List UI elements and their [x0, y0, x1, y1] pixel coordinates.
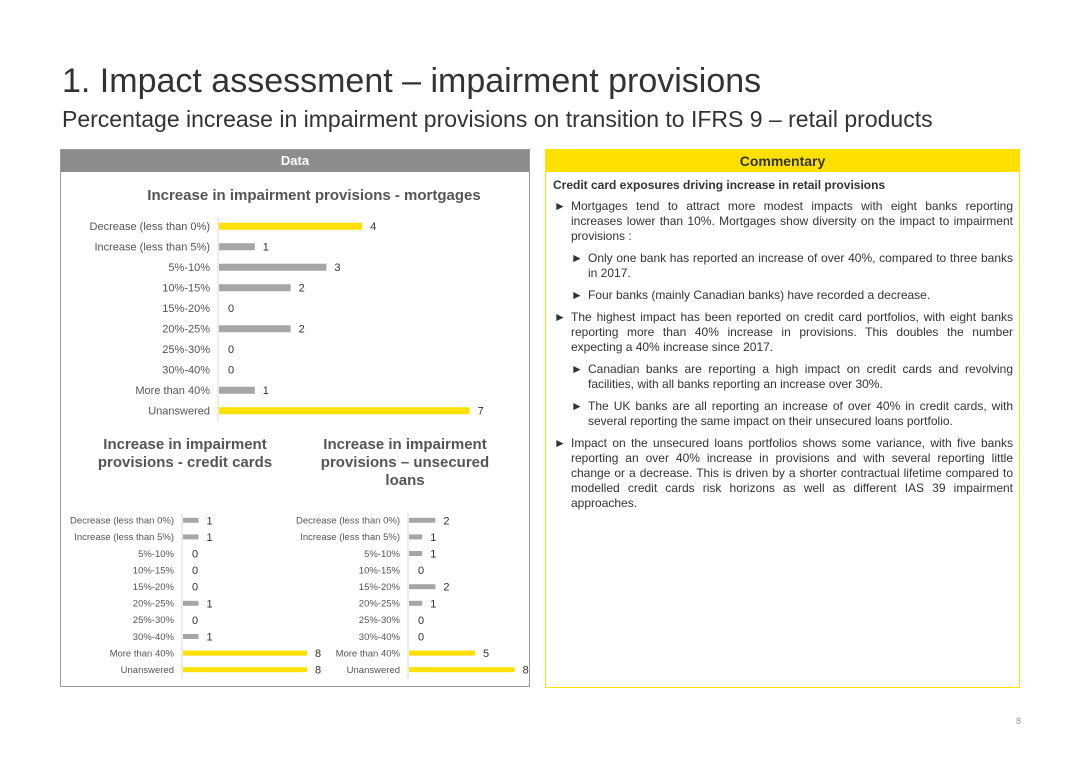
- category-label: Decrease (less than 0%): [89, 221, 210, 234]
- page-title: 1. Impact assessment – impairment provisions: [62, 62, 762, 100]
- bullet-arrow-icon: ►: [554, 436, 566, 450]
- commentary-bullet: [553, 199, 1013, 244]
- category-label: More than 40%: [135, 385, 210, 398]
- category-label: Increase (less than 5%): [74, 532, 174, 544]
- category-label: 30%-40%: [132, 631, 174, 643]
- value-label: 2: [298, 323, 305, 336]
- category-label: 25%-30%: [132, 615, 174, 627]
- bar: [219, 264, 326, 271]
- commentary-bullet: [553, 436, 1013, 511]
- category-label: Unanswered: [120, 665, 174, 677]
- commentary-sub-bullet: [570, 288, 1013, 303]
- bar: [183, 601, 199, 606]
- credit-cards-chart-title: Increase in impairment provisions - credit cards: [97, 436, 273, 471]
- bar: [409, 551, 422, 556]
- bar: [219, 223, 362, 230]
- value-label: 1: [262, 385, 269, 398]
- bullet-arrow-icon: ►: [571, 288, 583, 302]
- value-label: 1: [206, 631, 213, 644]
- value-label: 0: [228, 303, 235, 316]
- value-label: 0: [418, 631, 425, 644]
- value-label: 2: [443, 515, 450, 528]
- value-label: 8: [522, 664, 529, 677]
- value-label: 3: [334, 262, 341, 275]
- value-label: 0: [192, 581, 199, 594]
- bar: [183, 651, 307, 656]
- category-label: More than 40%: [109, 648, 174, 660]
- value-label: 1: [430, 548, 437, 561]
- category-label: Unanswered: [346, 665, 400, 677]
- bullet-arrow-icon: ►: [571, 399, 583, 413]
- mortgages-chart: [90, 217, 484, 422]
- unsecured-loans-chart-title: Increase in impairment provisions – unsecured loans: [320, 436, 490, 489]
- commentary-text: Canadian banks are reporting a high impact on credit cards and revolving facilities, with all banks reporting an increase over 30%.: [588, 362, 1013, 391]
- value-label: 2: [298, 282, 305, 295]
- bar: [219, 325, 291, 332]
- value-label: 2: [443, 581, 450, 594]
- value-label: 7: [477, 405, 484, 418]
- bar: [183, 634, 199, 639]
- category-label: Increase (less than 5%): [300, 532, 400, 544]
- category-label: 30%-40%: [162, 364, 210, 377]
- commentary-text: Only one bank has reported an increase of over 40%, compared to three banks in 2017.: [588, 251, 1013, 280]
- commentary-list: [553, 199, 1013, 511]
- bar: [409, 518, 435, 523]
- bar: [219, 387, 255, 394]
- bar: [183, 667, 307, 672]
- value-label: 5: [483, 648, 490, 661]
- value-label: 0: [192, 565, 199, 578]
- credit-cards-chart: [70, 513, 321, 679]
- commentary-text: The highest impact has been reported on credit card portfolios, with eight banks reporting more than 40% increase in provisions. This doubles the number expecting a 40% increase since 2017.: [571, 310, 1013, 354]
- commentary-text: Four banks (mainly Canadian banks) have recorded a decrease.: [588, 288, 931, 302]
- mortgages-chart-title: Increase in impairment provisions - mortgages: [147, 187, 481, 204]
- bullet-arrow-icon: ►: [571, 251, 583, 265]
- bar: [219, 243, 255, 250]
- commentary-sub-bullet: [570, 362, 1013, 392]
- category-label: 25%-30%: [358, 615, 400, 627]
- category-label: More than 40%: [335, 648, 400, 660]
- bar: [219, 407, 470, 414]
- bullet-arrow-icon: ►: [554, 199, 566, 213]
- category-label: 5%-10%: [364, 548, 400, 560]
- commentary-text: Impact on the unsecured loans portfolios shows some variance, with five banks reporting an over 40% increase in provisions and with several reporting little change or a decrease. This is driven by a shorter contractual lifetime compared to modelled credit cards risk horizons as well as different IAS 39 impairment approaches.: [571, 436, 1013, 510]
- commentary-heading: Credit card exposures driving increase in retail provisions: [553, 178, 886, 192]
- category-label: 15%-20%: [162, 303, 210, 316]
- category-label: Decrease (less than 0%): [69, 515, 174, 527]
- category-label: 15%-20%: [132, 582, 174, 594]
- category-label: 20%-25%: [358, 598, 400, 610]
- bar: [409, 534, 422, 539]
- category-label: 5%-10%: [168, 262, 210, 275]
- value-label: 0: [228, 344, 235, 357]
- commentary-panel-header: Commentary: [546, 150, 1019, 172]
- category-label: 10%-15%: [358, 565, 400, 577]
- bar: [409, 651, 475, 656]
- value-label: 1: [206, 531, 213, 544]
- bar: [409, 667, 515, 672]
- category-label: Decrease (less than 0%): [295, 515, 400, 527]
- category-label: Unanswered: [148, 405, 210, 418]
- bullet-arrow-icon: ►: [554, 310, 566, 324]
- category-label: 30%-40%: [358, 631, 400, 643]
- bullet-arrow-icon: ►: [571, 362, 583, 376]
- value-label: 0: [192, 548, 199, 561]
- category-label: 5%-10%: [138, 548, 174, 560]
- value-label: 1: [430, 531, 437, 544]
- page-subtitle: Percentage increase in impairment provisions on transition to IFRS 9 – retail products: [62, 106, 933, 132]
- category-label: 20%-25%: [132, 598, 174, 610]
- data-panel-header: Data: [61, 150, 529, 172]
- unsecured-loans-chart: [296, 513, 529, 679]
- bar: [183, 534, 199, 539]
- value-label: 1: [206, 598, 213, 611]
- value-label: 0: [418, 614, 425, 627]
- bar: [409, 601, 422, 606]
- bar: [409, 584, 435, 589]
- category-label: Increase (less than 5%): [94, 241, 210, 254]
- value-label: 0: [228, 364, 235, 377]
- value-label: 0: [192, 614, 199, 627]
- category-label: 25%-30%: [162, 344, 210, 357]
- value-label: 1: [262, 241, 269, 254]
- category-label: 10%-15%: [162, 282, 210, 295]
- commentary-text: Mortgages tend to attract more modest impacts with eight banks reporting increases lower than 10%. Mortgages show diversity on the impact to impairment provisions :: [571, 199, 1013, 243]
- value-label: 1: [206, 515, 213, 528]
- value-label: 8: [315, 648, 322, 661]
- page-number: 8: [1015, 716, 1021, 726]
- commentary-sub-bullet: [570, 251, 1013, 281]
- category-label: 15%-20%: [358, 582, 400, 594]
- value-label: 8: [315, 664, 322, 677]
- bar: [183, 518, 199, 523]
- commentary-bullet: [553, 310, 1013, 355]
- bar: [219, 284, 291, 291]
- value-label: 1: [430, 598, 437, 611]
- commentary-body: [553, 178, 1013, 518]
- value-label: 0: [418, 565, 425, 578]
- category-label: 10%-15%: [132, 565, 174, 577]
- commentary-text: The UK banks are all reporting an increase of over 40% in credit cards, with several reporting the same impact on their unsecured loans portfolio.: [588, 399, 1013, 428]
- commentary-sub-bullet: [570, 399, 1013, 429]
- value-label: 4: [370, 221, 377, 234]
- category-label: 20%-25%: [162, 323, 210, 336]
